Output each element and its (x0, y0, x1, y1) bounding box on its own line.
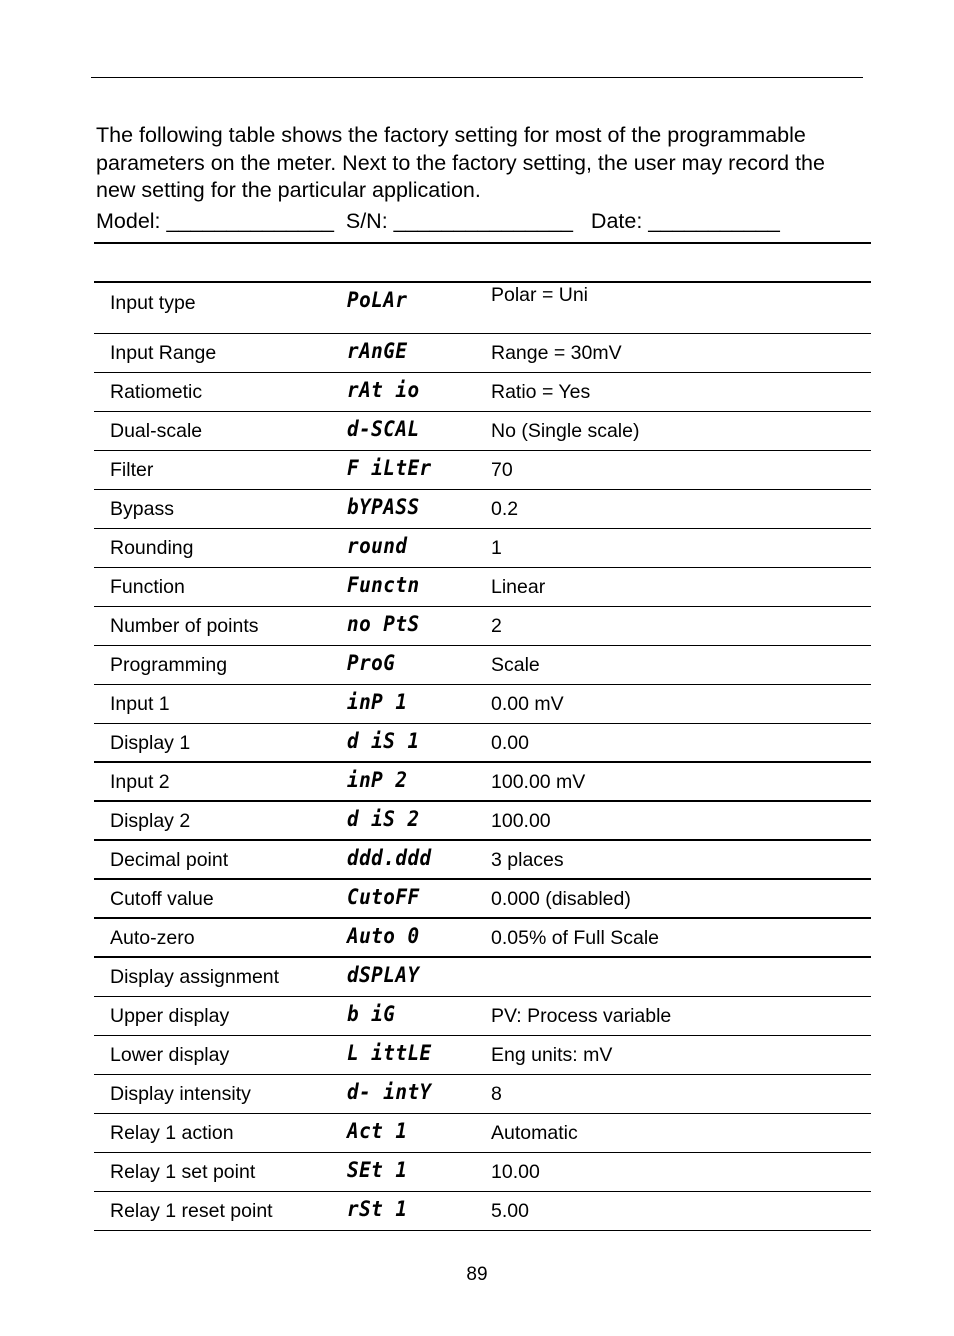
record-underline (94, 242, 871, 244)
table-row (94, 880, 871, 919)
parameter-name: Lower display (110, 1044, 230, 1066)
parameter-name: Upper display (110, 1005, 230, 1027)
factory-setting: 100.00 (491, 810, 551, 832)
factory-setting: 0.05% of Full Scale (491, 927, 660, 949)
parameter-name: Bypass (110, 498, 174, 520)
table-row (94, 958, 871, 997)
table-row (94, 802, 871, 841)
parameter-name: Relay 1 reset point (110, 1200, 273, 1222)
factory-setting: 10.00 (491, 1161, 540, 1183)
display-code: L ittLE (347, 1041, 432, 1065)
parameter-name: Display 2 (110, 810, 191, 832)
factory-settings-table (94, 281, 871, 1231)
table-row (94, 841, 871, 880)
parameter-name: Display 1 (110, 732, 191, 754)
display-code: bYPASS (347, 495, 420, 519)
parameter-name: Ratiometic (110, 381, 203, 403)
table-row (94, 568, 871, 607)
table-row (94, 529, 871, 568)
table-row (94, 334, 871, 373)
parameter-name: Filter (110, 459, 154, 481)
display-code: Act 1 (347, 1119, 408, 1143)
factory-setting: 3 places (491, 849, 564, 871)
factory-setting: 0.2 (491, 498, 519, 520)
parameter-name: Input 2 (110, 771, 170, 793)
intro-paragraph: The following table shows the factory setting for most of the programmable parameters on the meter. Next to the factory setting, the user may record the new setting for the particular application. (96, 123, 825, 202)
display-code: ddd.ddd (347, 846, 432, 870)
display-code: ProG (347, 651, 396, 675)
table-row (94, 451, 871, 490)
table-row (94, 412, 871, 451)
parameter-name: Input Range (110, 342, 217, 364)
parameter-name: Programming (110, 654, 228, 676)
table-row (94, 1114, 871, 1153)
parameter-name: Decimal point (110, 849, 229, 871)
header-rule (91, 77, 863, 78)
table-row (94, 607, 871, 646)
display-code: rSt 1 (347, 1197, 408, 1221)
table-row (94, 919, 871, 958)
factory-setting: 0.00 mV (491, 693, 564, 715)
display-code: round (347, 534, 408, 558)
display-code: no PtS (347, 612, 420, 636)
display-code: inP 1 (347, 690, 408, 714)
table-row (94, 646, 871, 685)
parameter-name: Relay 1 set point (110, 1161, 256, 1183)
factory-setting: 100.00 mV (491, 771, 586, 793)
parameter-name: Dual-scale (110, 420, 203, 442)
table-row (94, 1036, 871, 1075)
parameter-name: Input 1 (110, 693, 170, 715)
display-code: Functn (347, 573, 420, 597)
display-code: PoLAr (347, 288, 408, 312)
parameter-name: Relay 1 action (110, 1122, 234, 1144)
factory-setting: 70 (491, 459, 513, 481)
parameter-name: Auto-zero (110, 927, 195, 949)
display-code: Auto 0 (347, 924, 420, 948)
parameter-name: Function (110, 576, 185, 598)
factory-setting: 0.000 (disabled) (491, 888, 631, 910)
display-code: d iS 1 (347, 729, 420, 753)
factory-setting: Eng units: mV (491, 1044, 613, 1066)
parameter-name: Rounding (110, 537, 194, 559)
display-code: b iG (347, 1002, 396, 1026)
display-code: CutoFF (347, 885, 420, 909)
factory-setting: Polar = Uni (491, 284, 589, 306)
factory-setting: Automatic (491, 1122, 578, 1144)
table-row (94, 283, 871, 334)
factory-setting: Linear (491, 576, 546, 598)
display-code: F iLtEr (347, 456, 432, 480)
parameter-name: Number of points (110, 615, 259, 637)
factory-setting: Ratio = Yes (491, 381, 591, 403)
parameter-name: Cutoff value (110, 888, 214, 910)
factory-setting: 5.00 (491, 1200, 529, 1222)
display-code: inP 2 (347, 768, 408, 792)
factory-setting: 0.00 (491, 732, 529, 754)
table-row (94, 373, 871, 412)
display-code: rAnGE (347, 339, 408, 363)
parameter-name: Display intensity (110, 1083, 251, 1105)
table-row (94, 1153, 871, 1192)
factory-setting: Range = 30mV (491, 342, 622, 364)
factory-setting: 8 (491, 1083, 502, 1105)
parameter-name: Display assignment (110, 966, 280, 988)
factory-setting: PV: Process variable (491, 1005, 672, 1027)
display-code: d-SCAL (347, 417, 420, 441)
display-code: SEt 1 (347, 1158, 408, 1182)
parameter-name: Input type (110, 292, 196, 314)
table-row (94, 997, 871, 1036)
factory-setting: 2 (491, 615, 502, 637)
table-row (94, 763, 871, 802)
factory-setting: 1 (491, 537, 502, 559)
table-row (94, 1192, 871, 1231)
table-row (94, 724, 871, 763)
factory-setting: No (Single scale) (491, 420, 640, 442)
page-number: 89 (466, 1264, 488, 1285)
table-row (94, 490, 871, 529)
display-code: dSPLAY (347, 963, 420, 987)
factory-setting: Scale (491, 654, 540, 676)
display-code: rAt io (347, 378, 420, 402)
display-code: d iS 2 (347, 807, 420, 831)
table-row (94, 685, 871, 724)
record-fields-line: Model: ______________ S/N: _______________ Date: ___________ (96, 209, 780, 233)
table-row (94, 1075, 871, 1114)
display-code: d- intY (347, 1080, 432, 1104)
